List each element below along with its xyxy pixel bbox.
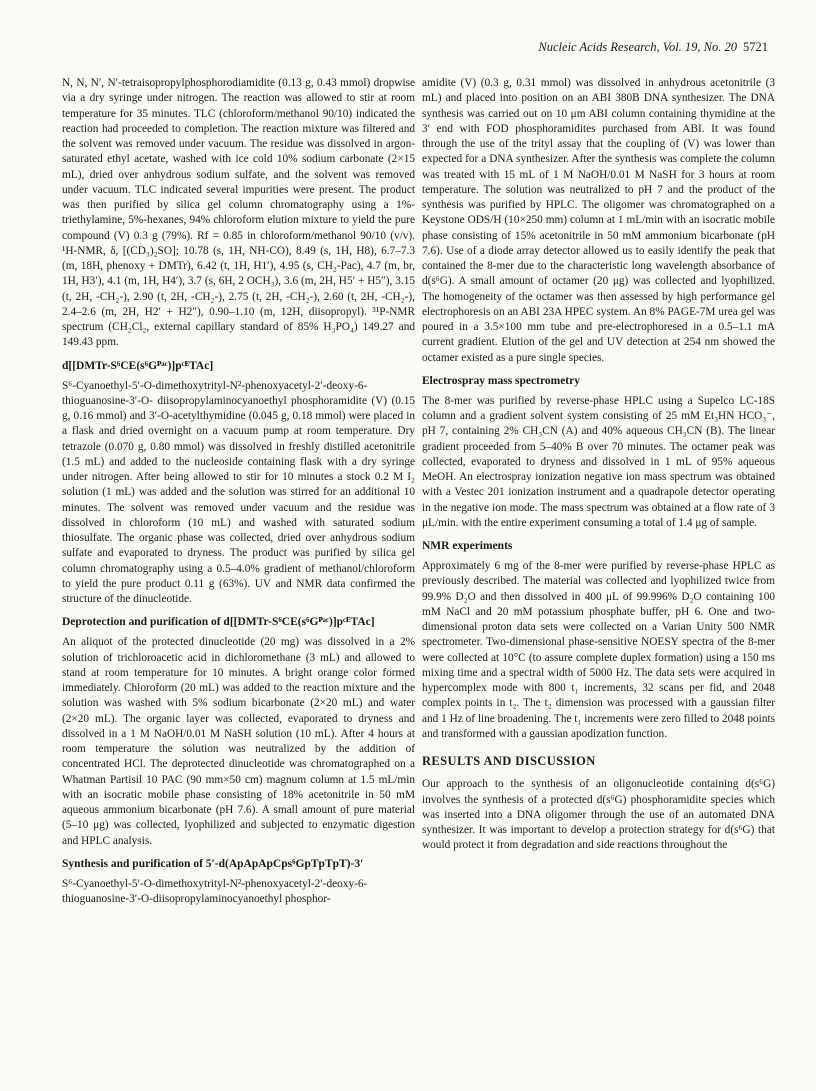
section-heading: Deprotection and purification of d[[DMTr-S⁶CE(s⁶Gᴾᵃᶜ)]pᶜᴱTAc] bbox=[62, 616, 375, 629]
paragraph: S⁶-Cyanoethyl-5′-O-dimethoxytrityl-N²-phenoxyacetyl-2′-deoxy-6-thioguanosine-3′-O- diisopropylaminocyanoethyl phosphoramidite (V) (0.15 g, 0.16 mmol) and 3′-O-acetylthymidine (0.045 g, 0.18 mmol) were placed in a flask and dried overnight on a vacuum pump at room temperature. Dry tetrazole (0.070 g, 0.80 mmol) was dissolved in freshly distilled acetonitrile (1.5 mL) and added to the nucleoside containing flask with a dry syringe under nitrogen. After being allowed to stir for 10 minutes a stock 0.2 M I₂ solution (1 mL) was added and the solution was stirred for an additional 10 minutes. The solvent was removed under vacuum and the residue was dissolved in chloroform (10 mL) and washed with saturated sodium thiosulfate. The organic phase was collected, dried over anhydrous sodium sulfate and evaporated to dryness. The product was purified by silica gel column chromatography using a 0.5–4.0% gradient of methanol/chloroform to yield the pure product 0.11 g (63%). UV and NMR data confirmed the structure of the dinucleotide. bbox=[62, 379, 415, 605]
section-heading: Electrospray mass spectrometry bbox=[422, 374, 580, 387]
left-column bbox=[62, 76, 415, 913]
paragraph: amidite (V) (0.3 g, 0.31 mmol) was dissolved in anhydrous acetonitrile (3 mL) and placed into position on an ABI 380B DNA synthesizer. The DNA synthesis was carried out on 10 μm ABI column containing thymidine at the 3′ end with FOD phosphoramidites purchased from ABI. It was found through the use of the trityl assay that the coupling of (V) was lower than expected for a DNA synthesizer. After the synthesis was complete the column was treated with 15 mL of 1 M NaOH/0.01 M NaSH for 3 hours at room temperature. The solution was neutralized to pH 7 and the product of the synthesis was purified by HPLC. The oligomer was chromatographed on a Keystone ODS/H (10×250 mm) column at 1 mL/min with an isocratic mobile phase consisting of 15% acetonitrile in 50 mM ammonium bicarbonate (pH 7.6). Use of a diode array detector allowed us to easily identify the peak that contained the 8-mer due to the characteristic long wavelength absorbance of d(s⁶G). A small amount of octamer (20 μg) was collected and lyophilized. The homogeneity of the octamer was then assessed by high performance gel electrophoresis on an ABI 23A HPEC system. An 8% PAGE-7M urea gel was poured in a 3.5×100 mm tube and pre-electrophoresed in a 0.5–1.1 mA current gradient. Elution of the gel and UV detection at 254 nm showed the octamer existed as a pure single species. bbox=[422, 77, 775, 364]
paragraph: Approximately 6 mg of the 8-mer were purified by reverse-phase HPLC as previously described. The material was collected and lyophilized twice from 99.9% D₂O and then dissolved in 400 μL of 99.996% D₂O containing 100 mM NaCl and 20 mM potassium phosphate buffer, pH 6. One and two-dimensional proton data sets were collected on a Varian Unity 500 NMR spectrometer. Two-dimensional phase-sensitive NOESY spectra of the 8-mer were collected at 10°C (to assure complete duplex formation) using a 150 ms mixing time and a spectral width of 5000 Hz. The data sets were acquired in hypercomplex mode with 800 t₁ increments, 32 scans per fid, and 2048 complex points in t₂. The t₂ dimension was processed with a gaussian filter and 1 Hz of line broadening. The t₁ increments were zero filled to 2048 points and transformed with a gaussian apodization function. bbox=[422, 560, 775, 740]
running-head bbox=[538, 40, 768, 55]
paragraph: S⁶-Cyanoethyl-5′-O-dimethoxytrityl-N²-phenoxyacetyl-2′-deoxy-6-thioguanosine-3′-O-diisopropylaminocyanoethyl phosphor- bbox=[62, 877, 368, 905]
section-heading: Synthesis and purification of 5′-d(ApApApCps⁶GpTpTpT)-3′ bbox=[62, 857, 364, 870]
paragraph: The 8-mer was purified by reverse-phase HPLC using a Supelco LC-18S column and a gradient solvent system consisting of 25 mM Et₃HN HCO₃⁻, pH 7, containing 2% CH₃CN (A) and 40% aqueous CH₃CN (B). The linear gradient proceeded from 5–40% B over 70 minutes. The octamer peak was collected, evaporated to dryness and dissolved in 1 mL of 95% aqueous MeOH. An electrospray ionization negative ion mass spectrum was obtained with a Vestec 201 ionization instrument and a quadrapole detector operating in the negative ion mode. The mass spectrum was obtained at a flow rate of 3 μL/min. with the entire experiment consuming a total of 1.4 μg of sample. bbox=[422, 394, 775, 529]
right-column bbox=[422, 76, 775, 860]
page-number: 5721 bbox=[743, 40, 768, 54]
section-heading: d[[DMTr-S⁶CE(s⁶Gᴾᵃᶜ)]pᶜᴱTAc] bbox=[62, 359, 214, 372]
paragraph: N, N, N′, N′-tetraisopropylphosphorodiamidite (0.13 g, 0.43 mmol) dropwise via a dry syringe under nitrogen. The reaction was allowed to stir at room temperature for 35 minutes. TLC (chloroform/methanol 90/10) indicated the reaction had proceeded to completion. The reaction mixture was filtered and the solvent was removed under vacuum. The residue was dissolved in argon-saturated ethyl acetate, washed with ice cold 10% sodium carbonate (2×15 mL), dried over anhydrous sodium sulfate, and the solvent was removed under vacuum. TLC indicated several impurities were present. The product was then purified by silica gel column chromatography using a 1%-triethylamine, 5%-hexanes, 94% chloroform elution mixture to yield the pure compound (V) 0.3 g (79%). Rf = 0.85 in chloroform/methanol 90/10 (v/v). ¹H-NMR, δ, [(CD₃)₂SO]; 10.78 (s, 1H, NH-CO), 8.49 (s, 1H, H8), 6.7–7.3 (m, 18H, phenoxy + DMTr), 6.42 (t, 1H, H1′), 4.95 (s, CH₂-Pac), 4.7 (m, br, 1H, H3′), 4.1 (m, 1H, H4′), 3.7 (s, 6H, 2 OCH₃), 3.6 (m, 2H, H5′ + H5″), 3.15 (t, 2H, -CH₂-), 2.90 (t, 2H, -CH₂-), 2.75 (t, 2H, -CH₂-), 2.60 (t, 2H, -CH₂-), 2.4–2.6 (m, 2H, H2′ + H2″), 0.90–1.10 (m, 12H, diisopropyl). ³¹P-NMR spectrum (CH₂Cl₂, external capillary standard of 85% H₃PO₄) 149.27 and 149.43 ppm. bbox=[62, 77, 415, 349]
paragraph: Our approach to the synthesis of an oligonucleotide containing d(s⁶G) involves the synthesis of a protected d(s⁶G) phosphoramidite species which was inserted into a DNA oligomer through the use of an automated DNA synthesizer. It was important to develop a protection strategy for d(s⁶G) that would protect it from degradation and side reactions throughout the bbox=[422, 778, 775, 852]
results-heading: RESULTS AND DISCUSSION bbox=[422, 754, 596, 768]
paragraph: An aliquot of the protected dinucleotide (20 mg) was dissolved in a 2% solution of trichloroacetic acid in dichloromethane (3 mL) and allowed to stand at room temperature for 10 minutes. A bright orange color formed immediately. Chloroform (20 mL) was added to the reaction mixture and the solution was washed with 5% sodium bicarbonate (2×20 mL) and water (2×20 mL). The organic layer was collected, evaporated to dryness and dissolved in a 1 M NaOH/0.01 M NaSH solution (10 mL). After 4 hours at room temperature the solution was neutralized by the addition of concentrated HCl. The deprotected dinucleotide was chromatographed on a Whatman Partisil 10 PAC (90 mm×50 cm) magnum column at 1.5 mL/min with an isocratic mobile phase consisting of 18% acetonitrile in 50 mM aqueous ammonium bicarbonate (pH 7.6). A small amount of pure material (5–10 μg) was collected, lyophilized and subjected to enzymatic digestion and HPLC analysis. bbox=[62, 636, 415, 847]
section-heading: NMR experiments bbox=[422, 540, 513, 552]
journal-citation: Nucleic Acids Research, Vol. 19, No. 20 bbox=[538, 40, 737, 54]
